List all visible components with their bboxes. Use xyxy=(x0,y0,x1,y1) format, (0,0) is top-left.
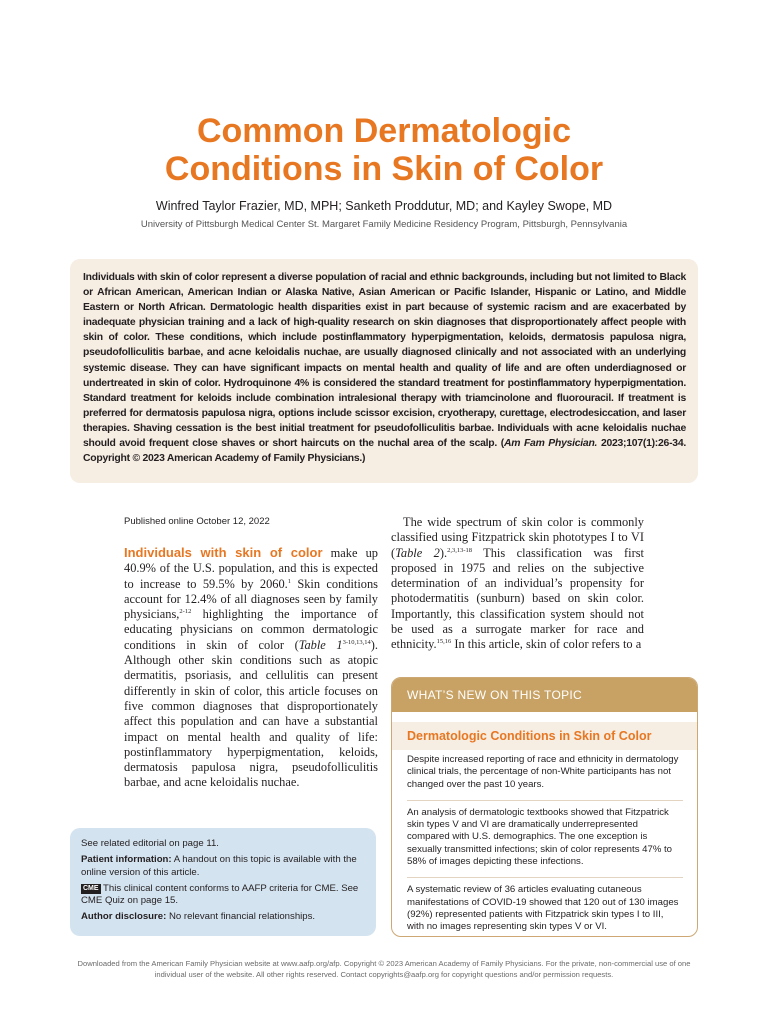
body-column-left xyxy=(124,545,378,791)
reference-mark: 15,16 xyxy=(436,638,452,646)
table-link[interactable]: Table 2 xyxy=(395,545,440,560)
cme-text: This clinical content conforms to AAFP criteria for CME. See CME Quiz on page 15. xyxy=(81,882,359,907)
sidebar-heading: WHAT’S NEW ON THIS TOPIC xyxy=(392,678,697,712)
reference-mark: 3-10,13,14 xyxy=(342,638,371,646)
divider xyxy=(407,800,683,801)
authors: Winfred Taylor Frazier, MD, MPH; Sanketh Proddutur, MD; and Kayley Swope, MD xyxy=(155,199,613,213)
reference-mark: 2,3,13-18 xyxy=(447,546,472,554)
sidebar-subheading: Dermatologic Conditions in Skin of Color xyxy=(392,722,697,750)
divider xyxy=(407,877,683,878)
cme-note xyxy=(81,883,366,908)
affiliation: University of Pittsburgh Medical Center St. Margaret Family Medicine Residency Program, Pittsburgh, Pennsylvania xyxy=(140,219,628,230)
body-text: highlighting the importance of educating physicians on common dermatologic conditions in skin of color ( xyxy=(124,607,378,652)
lead-in: Individuals with skin of color xyxy=(124,545,323,560)
reference-mark: 2-12 xyxy=(179,608,192,616)
intro-paragraph xyxy=(124,545,378,791)
body-text: make up 40.9% of the U.S. population, and this is expected to increase to 59.5% by 2060. xyxy=(124,546,378,591)
sidebar-item: An analysis of dermatologic textbooks showed that Fitzpatrick skin types V and VI are dramatically underrepresented compared with U.S. demographics. The one exception is sexually transmitted infections; skin of color represents 47% to 58% of images depicting these infections. xyxy=(407,806,673,868)
sidebar-item: Despite increased reporting of race and ethnicity in dermatology clinical trials, the percentage of non-White participants has not changed over the past 10 years. xyxy=(407,754,679,790)
published-date: Published online October 12, 2022 xyxy=(124,516,270,527)
body-column-right xyxy=(391,515,644,653)
title-line-1: Common Dermatologic xyxy=(196,112,572,150)
author-disclosure xyxy=(81,911,366,923)
abstract-box xyxy=(70,259,698,483)
sidebar-content xyxy=(392,750,697,934)
body-text: ). xyxy=(439,545,448,560)
table-link[interactable]: Table 1 xyxy=(298,637,343,652)
disclosure-text: No relevant financial relationships. xyxy=(166,911,316,923)
fitzpatrick-paragraph xyxy=(391,515,644,653)
abstract-citation-journal: Am Fam Physician. xyxy=(503,438,598,450)
reference-mark: 1 xyxy=(287,577,291,585)
abstract-citation-rest: 2023;107(1):26-34. Copyright © 2023 American Academy of Family Physicians.) xyxy=(83,438,686,465)
patient-information xyxy=(81,854,366,879)
body-text: This classification was first proposed in 1975 and relies on the subjective determination of an individual’s propensity for photodermatitis (sunburn) based on skin color. Importantly, this classification system should not be used as a surrogate marker for race and ethnicity. xyxy=(391,545,644,652)
patient-info-label: Patient information: xyxy=(81,854,172,866)
patient-info-text: A handout on this topic is available with the online version of this article. xyxy=(81,854,357,878)
editorial-note: See related editorial on page 11. xyxy=(81,838,219,849)
disclosure-label: Author disclosure: xyxy=(81,911,167,923)
cme-icon: CME xyxy=(83,884,99,892)
copyright-footer: Downloaded from the American Family Physician website at www.aafp.org/afp. Copyright © 2023 American Academy of Family Physicians. For the private, non-commercial use of one individual user of the website. All other rights reserved. Contact copyrights@aafp.org for copyright questions and/or permission requests. xyxy=(77,959,691,979)
sidebar-item: A systematic review of 36 articles evaluating cutaneous manifestations of COVID-19 showed that 120 out of 130 images (92%) represented patients with Fitzpatrick skin types I to III, with no images representing skin types V or VI. xyxy=(407,884,679,933)
body-text: The wide spectrum of skin color is commonly classified using Fitzpatrick skin phototypes I to VI ( xyxy=(391,515,644,560)
body-text: In this article, skin of color refers to a xyxy=(451,637,642,652)
whats-new-sidebar xyxy=(391,677,698,937)
body-text: Skin conditions account for 12.4% of all diagnoses seen by family physicians, xyxy=(124,576,378,622)
body-text: ). Although other skin conditions such as atopic dermatitis, psoriasis, and cellulitis can present differently in skin of color, this article focuses on five common diagnoses that disproportionately affect this population and can have a substantial impact on mental health and quality of life: postinflammatory hyperpigmentation, keloids, dermatosis papulosa nigra, pseudofolliculitis barbae, and acne keloidalis nuchae. xyxy=(124,637,378,790)
article-title xyxy=(0,112,768,188)
abstract-body: Individuals with skin of color represent a diverse population of racial and ethnic backgrounds, including but not limited to Black or African American, American Indian or Alaska Native, Asian American or Pacific Islander, Hispanic or Latino, and Middle Eastern or North African. Dermatologic health disparities exist in part because of systemic racism and are exacerbated by inadequate physician training and a lack of high-quality research on skin diagnoses that disproportionately affect people with skin of color. These conditions, which include postinflammatory hyperpigmentation, keloids, dermatosis papulosa nigra, pseudofolliculitis barbae, and acne keloidalis nuchae, are usually diagnosed clinically and not associated with an underlying systemic disease. They can have significant impacts on mental health and quality of life and are often underdiagnosed or undertreated in skin of color. Hydroquinone 4% is considered the standard treatment for postinflammatory hyperpigmentation. Standard treatment for keloids include combination intralesional therapy with triamcinolone and fluorouracil. If treatment is preferred for dermatosis papulosa nigra, options include scissor excision, cryotherapy, curettage, electrodesiccation, and laser therapies. Shaving cessation is the best initial treatment for pseudofolliculitis barbae. Individuals with acne keloidalis nuchae should avoid frequent close shaves or short haircuts on the nuchal area of the scalp. ( xyxy=(83,272,686,450)
article-info-box xyxy=(70,828,376,936)
title-line-2: Conditions in Skin of Color xyxy=(164,150,604,188)
